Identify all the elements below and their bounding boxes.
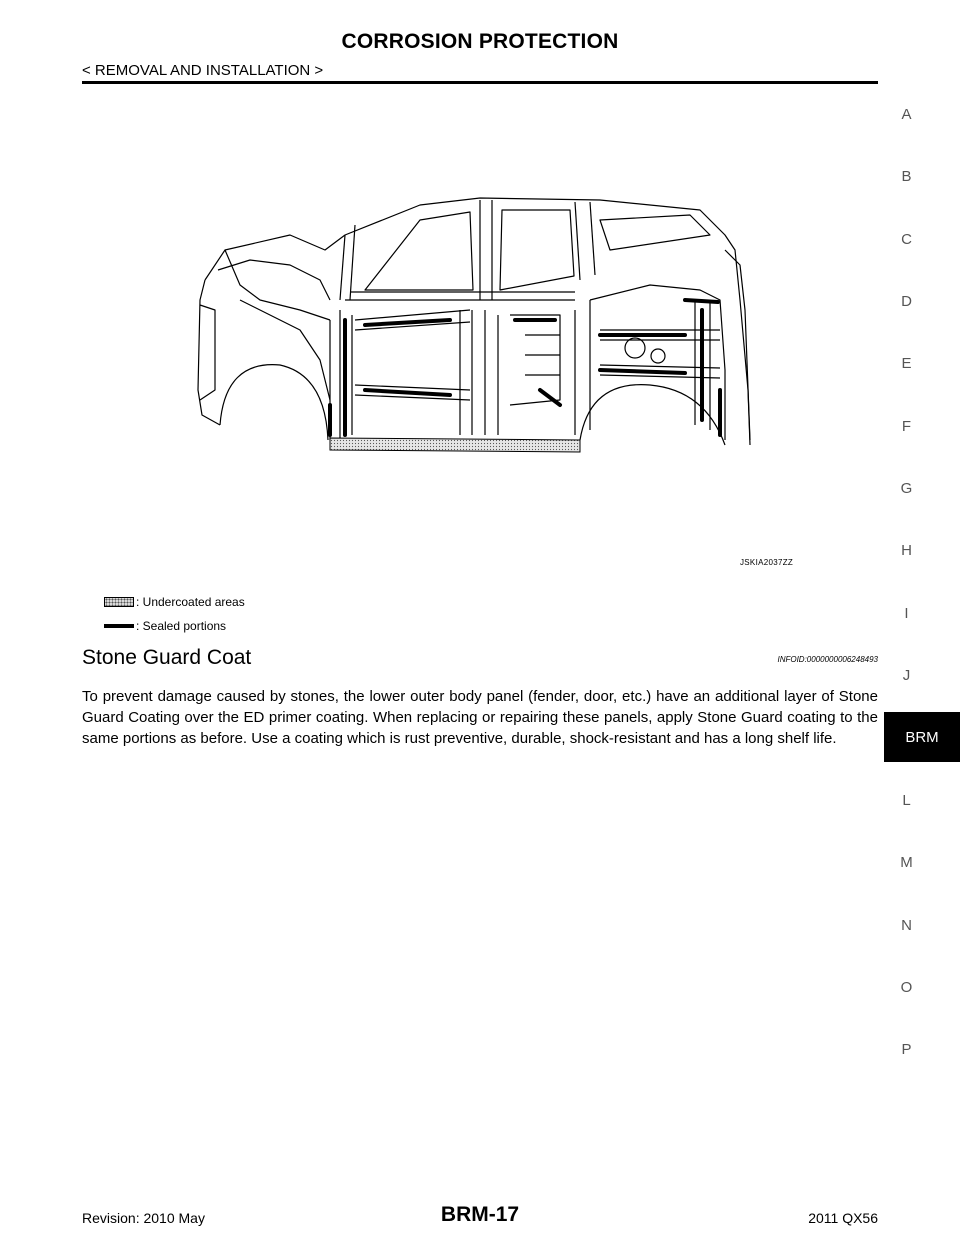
legend-undercoated <box>104 590 245 614</box>
index-letter-h[interactable]: H <box>901 542 912 559</box>
index-letter-i[interactable]: I <box>904 605 909 622</box>
info-id: INFOID:0000000006248493 <box>777 655 878 664</box>
index-letter-f[interactable]: F <box>901 418 912 435</box>
legend-sealed-label: : Sealed portions <box>136 619 227 633</box>
index-letter-m[interactable]: M <box>900 854 913 871</box>
index-letter-j[interactable]: J <box>902 667 911 684</box>
figure-legend <box>104 590 245 638</box>
footer-model: 2011 QX56 <box>808 1210 878 1226</box>
section-body: To prevent damage caused by stones, the lower outer body panel (fender, door, etc.) have an additional layer of Stone Guard Coating over the ED primer coating. When replacing or repairing these panels, apply Stone Guard coating to the same portions as before. Use a coating which is rust preventive, durable, shock-resistant and has a long shelf life. <box>82 688 878 747</box>
section-index <box>884 100 960 1080</box>
index-letter-c[interactable]: C <box>901 231 912 248</box>
vehicle-body-diagram <box>180 190 770 490</box>
legend-undercoated-label: : Undercoated areas <box>136 595 245 609</box>
index-letter-b[interactable]: B <box>901 168 912 185</box>
breadcrumb: < REMOVAL AND INSTALLATION > <box>82 62 324 79</box>
seal-swatch <box>104 624 134 628</box>
index-letter-e[interactable]: E <box>901 355 912 372</box>
index-tab-brm[interactable]: BRM <box>884 712 960 762</box>
figure-id: JSKIA2037ZZ <box>740 558 794 567</box>
index-letter-g[interactable]: G <box>900 480 913 497</box>
legend-sealed <box>104 614 245 638</box>
footer-page-number: BRM-17 <box>440 1203 520 1226</box>
footer-revision: Revision: 2010 May <box>82 1210 205 1226</box>
index-letter-n[interactable]: N <box>901 917 912 934</box>
section-title: Stone Guard Coat <box>82 646 252 669</box>
index-letter-a[interactable]: A <box>901 106 912 123</box>
header-divider <box>82 81 878 84</box>
index-letter-p[interactable]: P <box>901 1041 912 1058</box>
index-letter-o[interactable]: O <box>900 979 913 996</box>
undercoat-swatch <box>104 597 134 607</box>
index-letter-l[interactable]: L <box>902 792 911 809</box>
index-letter-d[interactable]: D <box>901 293 912 310</box>
page-title: CORROSION PROTECTION <box>341 30 619 53</box>
